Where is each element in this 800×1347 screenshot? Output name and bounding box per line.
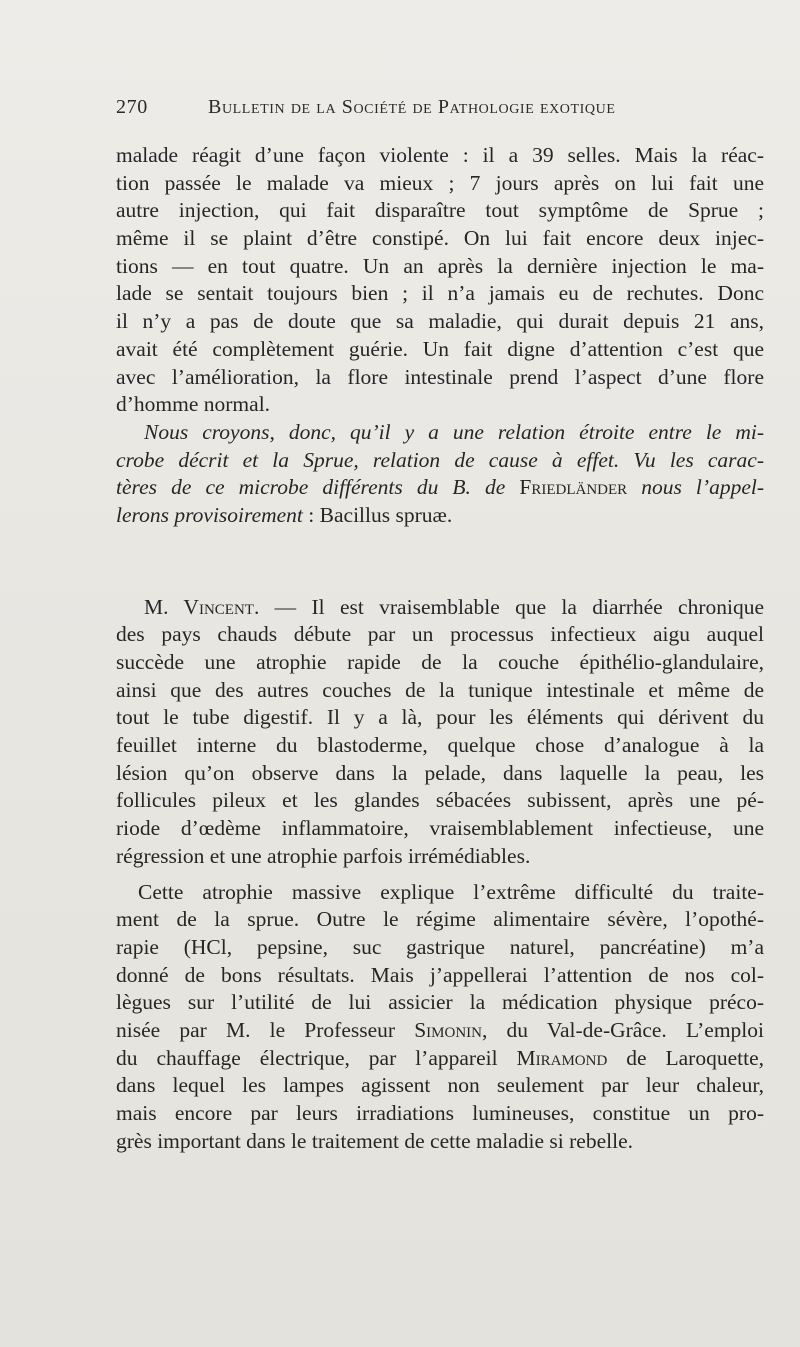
paragraph-1 bbox=[116, 142, 764, 419]
text-line: ment de la sprue. Outre le régime alimentaire sévère, l’opothé- bbox=[116, 907, 764, 932]
text-line: lésion qu’on observe dans la pelade, dans laquelle la peau, les bbox=[116, 760, 764, 785]
line-text: nous l’appel- bbox=[627, 475, 764, 500]
text-line: dans lequel les lampes agissent non seulement par leur chaleur, bbox=[116, 1073, 764, 1098]
speaker-name: M. Vincent. bbox=[144, 594, 260, 619]
text-line: lade se sentait toujours bien ; il n’a jamais eu de rechutes. Donc bbox=[116, 281, 764, 306]
text-line: mais encore par leurs irradiations lumineuses, constitue un pro- bbox=[116, 1101, 764, 1125]
text-line: des pays chauds débute par un processus infectieux aigu auquel bbox=[116, 622, 764, 647]
section-gap bbox=[116, 530, 764, 594]
text-line: malade réagit d’une façon violente : il a 39 selles. Mais la réac- bbox=[116, 143, 764, 167]
text-line: crobe décrit et la Sprue, relation de cause à effet. Vu les carac- bbox=[116, 447, 764, 472]
text-line: régression et une atrophie parfois irrémédiables. bbox=[116, 843, 531, 868]
text-line: rapie (HCl, pepsine, suc gastrique naturel, pancréatine) m’a bbox=[116, 934, 764, 959]
line-text: — Il est vraisemblable que la diarrhée chronique bbox=[259, 594, 764, 619]
text-line: Cette atrophie massive explique l’extrême difficulté du traite- bbox=[138, 879, 764, 904]
text-line: d’homme normal. bbox=[116, 392, 271, 417]
line-text: de Laroquette, bbox=[607, 1045, 764, 1070]
paragraph-4 bbox=[116, 879, 764, 1156]
body-text bbox=[116, 142, 764, 1155]
line-text: nisée par M. le Professeur bbox=[116, 1017, 415, 1042]
text-line: lègues sur l’utilité de lui assicier la médication physique préco- bbox=[116, 990, 764, 1015]
line-text: tères de ce microbe différents du B. de bbox=[116, 475, 520, 500]
line-text: du chauffage électrique, par l’appareil bbox=[116, 1045, 517, 1070]
text-line bbox=[116, 474, 764, 502]
paragraph-2 bbox=[116, 419, 764, 530]
line-text: : Bacillus spruæ. bbox=[302, 502, 453, 527]
text-line: avait été complètement guérie. Un fait digne d’attention c’est que bbox=[116, 336, 764, 361]
line-text: lerons provisoirement bbox=[116, 502, 303, 527]
text-line: tions — en tout quatre. Un an après la dernière injection le ma- bbox=[116, 253, 764, 278]
author-name: Miramond bbox=[516, 1045, 608, 1070]
text-line bbox=[116, 419, 764, 447]
line-text: , du Val-de-Grâce. L’emploi bbox=[482, 1017, 764, 1042]
text-line bbox=[116, 1017, 764, 1045]
text-line: il n’y a pas de doute que sa maladie, qui durait depuis 21 ans, bbox=[116, 309, 764, 334]
text-line bbox=[116, 1045, 764, 1073]
paragraph-3 bbox=[116, 594, 764, 871]
text-line: feuillet interne du blastoderme, quelque chose d’analogue à la bbox=[116, 733, 764, 758]
line-text: Nous croyons, donc, qu’il y a une relation étroite entre le mi- bbox=[144, 419, 764, 444]
paragraph-gap bbox=[116, 871, 764, 879]
author-name: Friedländer bbox=[519, 475, 628, 500]
author-name: Simonin bbox=[414, 1017, 483, 1042]
text-line: autre injection, qui fait disparaître tout symptôme de Sprue ; bbox=[116, 198, 764, 223]
text-line: follicules pileux et les glandes sébacées subissent, après une pé- bbox=[116, 788, 764, 813]
text-line: même il se plaint d’être constipé. On lui fait encore deux injec- bbox=[116, 226, 764, 251]
text-line: tout le tube digestif. Il y a là, pour les éléments qui dérivent du bbox=[116, 705, 764, 730]
running-title: Bulletin de la Société de Pathologie exotique bbox=[208, 96, 616, 118]
text-line: donné de bons résultats. Mais j’appellerai l’attention de nos col- bbox=[116, 962, 764, 987]
text-line: avec l’amélioration, la flore intestinale prend l’aspect d’une flore bbox=[116, 364, 764, 389]
text-line: riode d’œdème inflammatoire, vraisemblablement infectieuse, une bbox=[116, 816, 764, 841]
text-line bbox=[116, 502, 764, 530]
text-line: succède une atrophie rapide de la couche épithélio-glandulaire, bbox=[116, 650, 764, 674]
page-number: 270 bbox=[116, 96, 148, 118]
text-line: ainsi que des autres couches de la tunique intestinale et même de bbox=[116, 677, 764, 702]
text-line: grès important dans le traitement de cette maladie si rebelle. bbox=[116, 1128, 633, 1153]
text-line bbox=[116, 594, 764, 622]
text-line: tion passée le malade va mieux ; 7 jours après on lui fait une bbox=[116, 170, 764, 195]
